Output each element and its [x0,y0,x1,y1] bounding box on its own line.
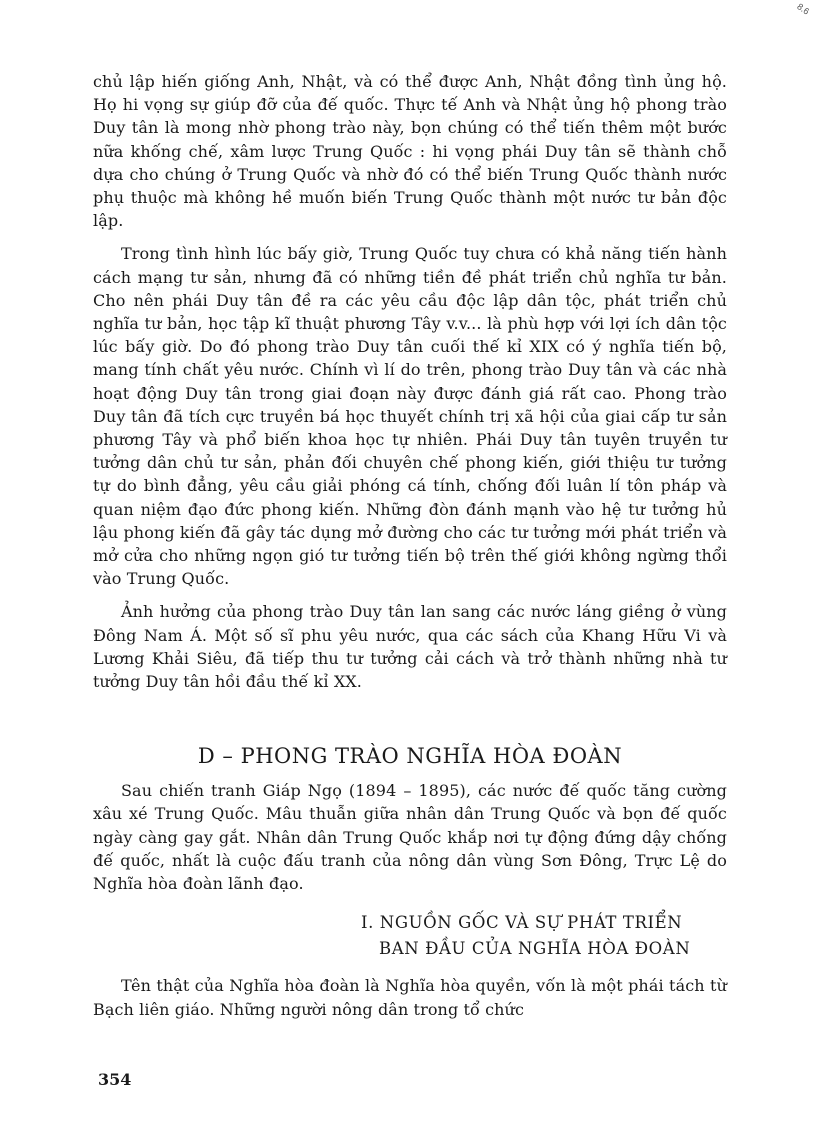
paragraph-duy-tan-assessment: Trong tình hình lúc bấy giờ, Trung Quốc tuy chưa có khả năng tiến hành cách mạng tư sản, nhưng đã có những tiền đề phát triển chủ nghĩa tư bản. Cho nên phái Duy tân đề ra các yêu cầu độc lập dân tộc, phát triển chủ nghĩa tư bản, học tập kĩ thuật phương Tây v.v... là phù hợp với lợi ích dân tộc lúc bấy giờ. Do đó phong trào Duy tân cuối thế kỉ XIX có ý nghĩa tiến bộ, mang tính chất yêu nước. Chính vì lí do trên, phong trào Duy tân và các nhà hoạt động Duy tân trong giai đoạn này được đánh giá rất cao. Phong trào Duy tân đã tích cực truyền bá học thuyết chính trị xã hội của giai cấp tư sản phương Tây và phổ biến khoa học tự nhiên. Phái Duy tân tuyên truyền tư tưởng dân chủ tư sản, phản đối chuyên chế phong kiến, giới thiệu tư tưởng tự do bình đẳng, yêu cầu giải phóng cá tính, chống đối luân lí tôn pháp và quan niệm đạo đức phong kiến. Những đòn đánh mạnh vào hệ tư tưởng hủ lậu phong kiến đã gây tác dụng mở đường cho các tư tưởng mới phát triển và mở cửa cho những ngọn gió tư tưởng tiến bộ trên thế giới không ngừng thổi vào Trung Quốc. [93,244,727,589]
subsection-title-line2: BAN ĐẦU CỦA NGHĨA HÒA ĐOÀN [379,939,691,959]
paragraph-section-intro: Sau chiến tranh Giáp Ngọ (1894 – 1895), các nước đế quốc tăng cường xâu xé Trung Quốc. Mâu thuẫn giữa nhân dân Trung Quốc và bọn đế quốc ngày càng gay gắt. Nhân dân Trung Quốc khắp nơi tự động đứng dậy chống đế quốc, nhất là cuộc đấu tranh của nông dân vùng Sơn Đông, Trực Lệ do Nghĩa hòa đoàn lãnh đạo. [93,781,727,894]
page-number: 354 [98,1070,132,1089]
corner-mark: 8.6 [795,1,812,17]
paragraph-origin: Tên thật của Nghĩa hòa đoàn là Nghĩa hòa quyền, vốn là một phái tách từ Bạch liên giáo. Những người nông dân trong tổ chức [93,976,727,1019]
subsection-title-line1: I. NGUỒN GỐC VÀ SỰ PHÁT TRIỂN [361,913,683,933]
page-content [93,70,727,1021]
paragraph-southeast-asia-influence: Ảnh hưởng của phong trào Duy tân lan sang các nước láng giềng ở vùng Đông Nam Á. Một số sĩ phu yêu nước, qua các sách của Khang Hữu Vi và Lương Khải Siêu, đã tiếp thu tư tưởng cải cách và trở thành những nhà tư tưởng Duy tân hồi đầu thế kỉ XX. [93,602,727,692]
section-title: D – PHONG TRÀO NGHĨA HÒA ĐOÀN [197,744,623,769]
subsection-title [93,910,727,962]
paragraph-continued: chủ lập hiến giống Anh, Nhật, và có thể được Anh, Nhật đồng tình ủng hộ. Họ hi vọng sự giúp đỡ của đế quốc. Thực tế Anh và Nhật ủng hộ phong trào Duy tân là mong nhờ phong trào này, bọn chúng có thể tiến thêm một bước nữa khống chế, xâm lược Trung Quốc : hi vọng phái Duy tân sẽ thành chỗ dựa cho chúng ở Trung Quốc và nhờ đó có thể biến Trung Quốc thành nước phụ thuộc mà không hề muốn biến Trung Quốc thành một nước tư bản độc lập. [93,72,727,231]
